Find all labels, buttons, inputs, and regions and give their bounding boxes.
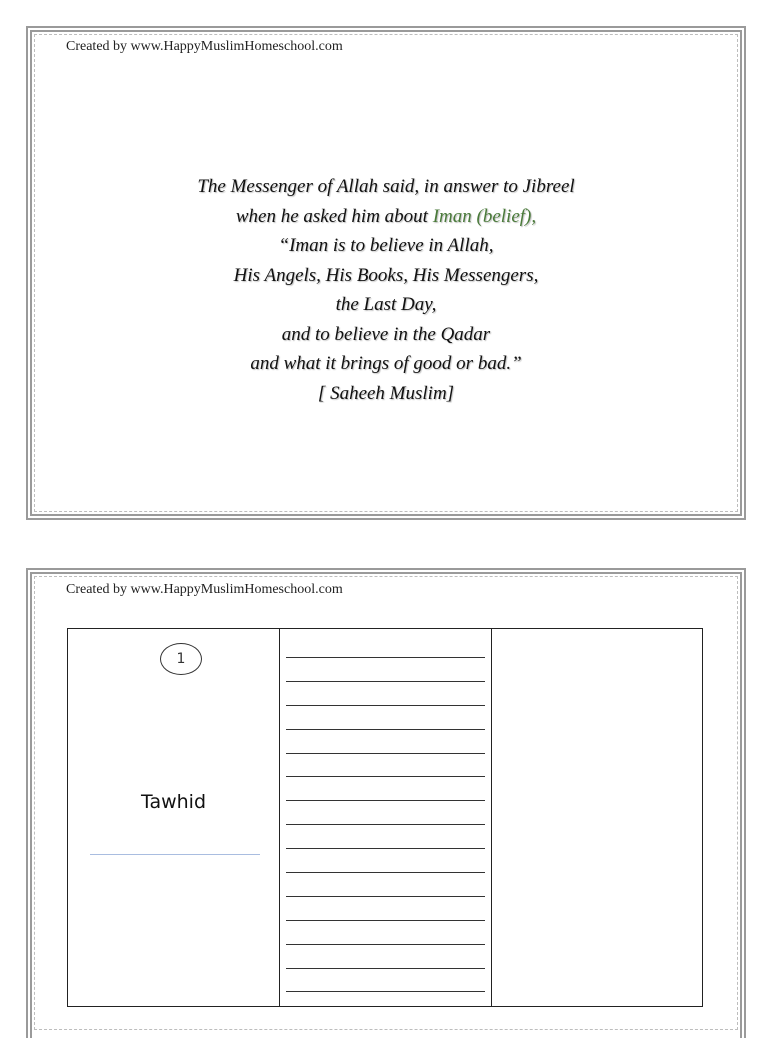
writing-line	[286, 776, 485, 777]
quote-line-5: the Last Day,	[335, 294, 437, 315]
writing-line	[286, 681, 485, 682]
quote-line-3: “Iman is to believe in Allah,	[278, 235, 494, 256]
writing-line	[286, 848, 485, 849]
drawing-column	[492, 629, 702, 1006]
worksheet-table	[67, 628, 703, 1007]
worksheet-card	[26, 568, 746, 1038]
writing-line	[286, 920, 485, 921]
topic-title: Tawhid	[140, 791, 207, 813]
writing-line	[286, 968, 485, 969]
writing-line	[286, 991, 485, 992]
writing-line	[286, 753, 485, 754]
writing-line	[286, 729, 485, 730]
writing-line	[286, 705, 485, 706]
quote-line-4: His Angels, His Books, His Messengers,	[233, 264, 539, 286]
quote-line-1: The Messenger of Allah said, in answer to Jibreel	[197, 176, 575, 197]
quote-line-7: and what it brings of good or bad.”	[250, 353, 522, 374]
credit-text: Created by www.HappyMuslimHomeschool.com	[66, 582, 343, 597]
quote-line-2-prefix: when he asked him about	[235, 205, 433, 227]
topic-column	[68, 629, 280, 1006]
writing-lines	[286, 657, 485, 1015]
quote-highlight: Iman (belief),	[432, 205, 537, 227]
writing-column	[280, 629, 492, 1006]
credit-text: Created by www.HappyMuslimHomeschool.com	[66, 39, 343, 54]
writing-line	[286, 872, 485, 873]
writing-line	[286, 800, 485, 801]
writing-line	[286, 657, 485, 658]
hadith-quote	[32, 172, 740, 408]
writing-line	[286, 944, 485, 945]
quote-source: [ Saheeh Muslim]	[317, 382, 455, 404]
number-circle: 1	[160, 643, 202, 675]
topic-underline	[90, 854, 260, 855]
writing-line	[286, 824, 485, 825]
writing-line	[286, 896, 485, 897]
quote-card	[26, 26, 746, 520]
quote-line-2	[32, 202, 740, 232]
quote-line-6: and to believe in the Qadar	[281, 323, 491, 345]
